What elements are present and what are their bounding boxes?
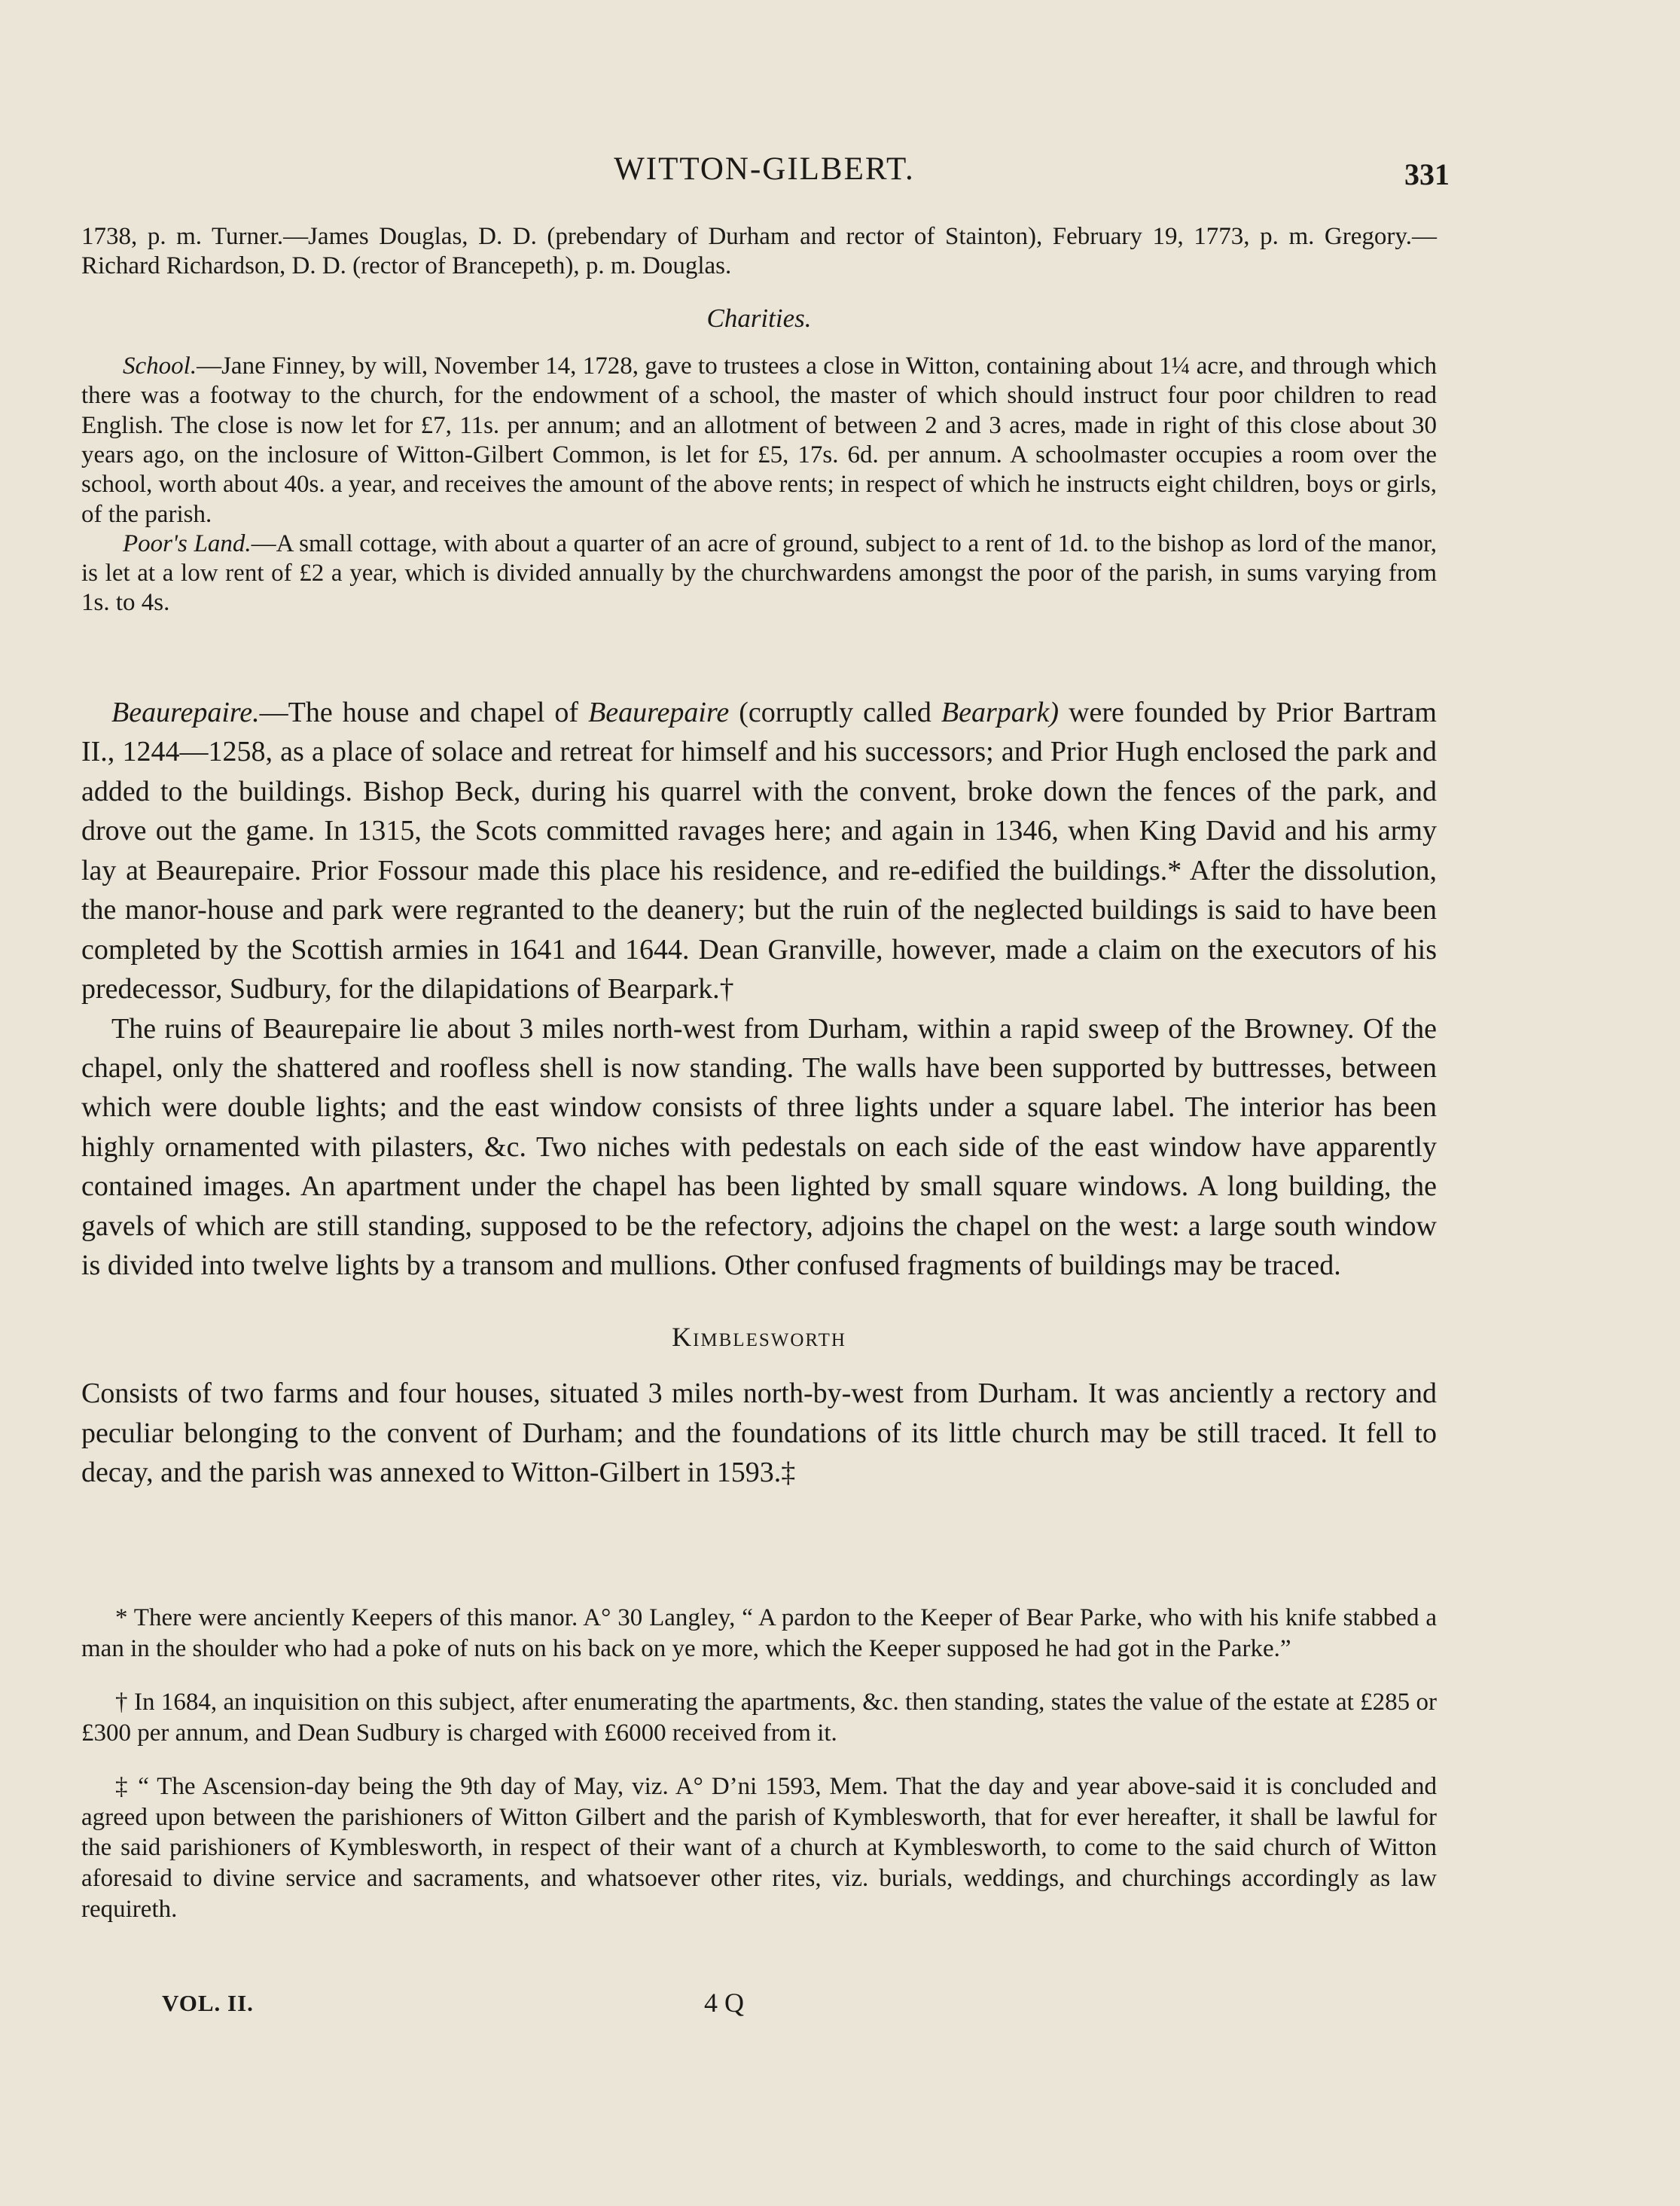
running-title: WITTON-GILBERT.	[614, 151, 915, 187]
beaurepaire-text-c: were founded by Prior Bartram II., 1244—1258, as a place of solace and retreat for himself and his successors; and Prior Hugh enclosed the park and added to the buildings. Bishop Beck, during his quarrel with the convent, broke down the fences of the park, and drove out the game. In 1315, the Scots committed ravages here; and again in 1346, when King David and his army lay at Beaurepaire. Prior Fossour made this place his residence, and re-edified the buildings.* After the dissolution, the manor-house and park were regranted to the deanery; but the ruin of the neglected buildings is said to have been completed by the Scottish armies in 1641 and 1644. Dean Granville, however, made a claim on the executors of his predecessor, Sudbury, for the dilapidations of Bearpark.†	[81, 697, 1437, 1005]
footnote: ‡ “ The Ascension-day being the 9th day of May, viz. A° D’ni 1593, Mem. That the day and year above-said it is concluded and agreed upon between the parishioners of Witton Gilbert and the parish of Kymblesworth, that for ever hereafter, it shall be lawful for the said parishioners of Kymblesworth, in respect of their want of a church at Kymblesworth, to come to the said church of Witton aforesaid to divine service and sacraments, and whatsoever other rites, viz. burials, weddings, and churchings accordingly as law requireth.	[81, 1772, 1437, 1924]
page-number: 331	[1404, 157, 1450, 191]
poors-land-label: Poor's Land.	[123, 529, 252, 557]
footnote: * There were anciently Keepers of this manor. A° 30 Langley, “ A pardon to the Keeper of Bear Parke, who with his knife stabbed a man in the shoulder who had a poke of nuts on his back on ye more, which the Keeper supposed he had got in the Parke.”	[81, 1604, 1437, 1662]
volume-label: VOL. II.	[162, 1990, 254, 2016]
charities-heading: Charities.	[706, 303, 812, 333]
beaurepaire-text-a: —The house and chapel of	[259, 697, 589, 728]
kimblesworth-paragraph: Consists of two farms and four houses, situated 3 miles north-by-west from Durham. It was anciently a rectory and peculiar belonging to the convent of Durham; and the foundations of its little church may be still traced. It fell to decay, and the parish was annexed to Witton-Gilbert in 1593.‡	[81, 1378, 1437, 1489]
poors-land-text: —A small cottage, with about a quarter of an acre of ground, subject to a rent of 1d. to the bishop as lord of the manor, is let at a low rent of £2 a year, which is divided annually by the churchwardens amongst the poor of the parish, in sums varying from 1s. to 4s.	[81, 529, 1437, 617]
main-text	[81, 693, 1437, 1493]
beaurepaire-paragraph-1	[81, 693, 1437, 1009]
school-paragraph	[81, 352, 1437, 529]
school-label: School.	[123, 352, 197, 380]
footnote: † In 1684, an inquisition on this subject, after enumerating the apartments, &c. then standing, states the value of the estate at £285 or £300 per annum, and Dean Sudbury is charged with £6000 received from it.	[81, 1688, 1437, 1747]
beaurepaire-text-b: (corruptly called	[729, 697, 941, 728]
beaurepaire-italic-2: Bearpark)	[941, 697, 1060, 728]
school-text: —Jane Finney, by will, November 14, 1728, gave to trustees a close in Witton, containing about 1¼ acre, and through which there was a footway to the church, for the endowment of a school, the master of which should instruct four poor children to read English. The close is now let for £7, 11s. per annum; and an allotment of between 2 and 3 acres, made in right of this close about 30 years ago, on the inclosure of Witton-Gilbert Common, is let for £5, 17s. 6d. per annum. A schoolmaster occupies a room over the school, worth about 40s. a year, and receives the amount of the above rents; in respect of which he instructs eight children, boys or girls, of the parish.	[81, 352, 1437, 528]
beaurepaire-paragraph-2: The ruins of Beaurepaire lie about 3 miles north-west from Durham, within a rapid sweep of the Browney. Of the chapel, only the shattered and roofless shell is now standing. The walls have been supported by buttresses, between which were double lights; and the east window consists of three lights under a square label. The interior has been highly ornamented with pilasters, &c. Two niches with pedestals on each side of the east window have apparently contained images. An apartment under the chapel has been lighted by small square windows. A long building, the gavels of which are still standing, supposed to be the refectory, adjoins the chapel on the west: a large south window is divided into twelve lights by a transom and mullions. Other confused fragments of buildings may be traced.	[81, 1012, 1437, 1282]
signature-mark: 4 Q	[704, 1988, 744, 2018]
incumbents-paragraph: 1738, p. m. Turner.—James Douglas, D. D. (prebendary of Durham and rector of Stainton), February 19, 1773, p. m. Gregory.—Richard Richardson, D. D. (rector of Brancepeth), p. m. Douglas.	[81, 223, 1437, 280]
page-header	[79, 151, 1450, 196]
footnotes	[81, 1603, 1437, 1948]
beaurepaire-label: Beaurepaire.	[111, 697, 260, 728]
page-footer	[162, 1987, 915, 2024]
poors-land-paragraph	[81, 529, 1437, 618]
kimblesworth-heading: Kimblesworth	[672, 1321, 846, 1352]
upper-small-text	[81, 222, 1437, 618]
beaurepaire-italic-1: Beaurepaire	[588, 697, 730, 728]
